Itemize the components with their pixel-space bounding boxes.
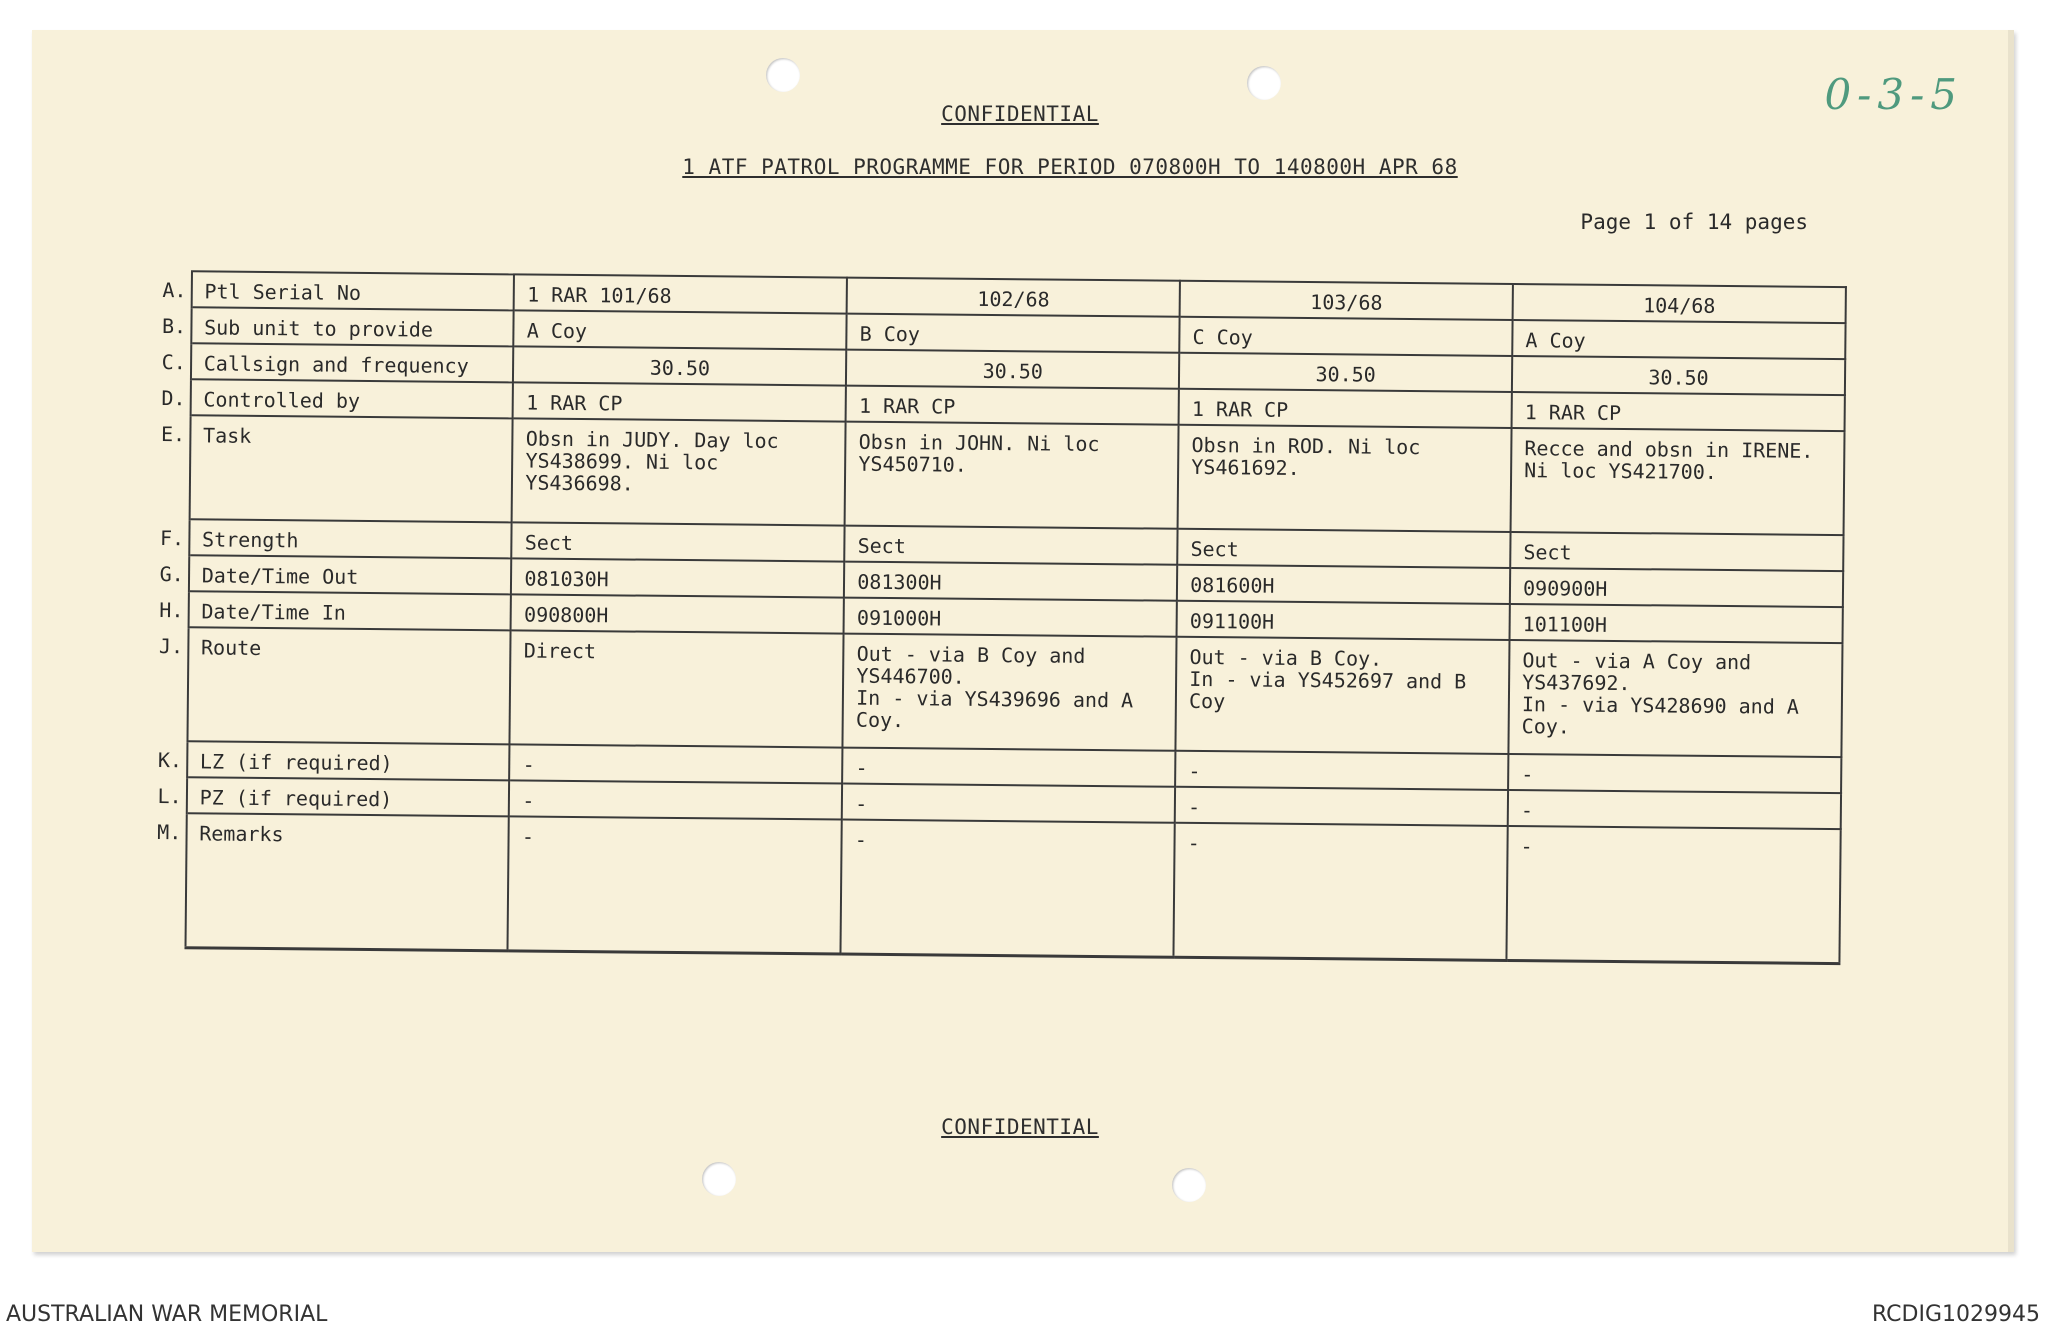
time-out-cell: 090900H: [1510, 568, 1843, 607]
remarks-cell: -: [1174, 823, 1508, 961]
row-letter: J.: [157, 627, 188, 741]
pz-cell: -: [1175, 787, 1508, 826]
row-letter: D.: [161, 379, 191, 415]
remarks-cell: -: [1506, 826, 1840, 964]
frequency-cell: 30.50: [1179, 353, 1512, 392]
pz-cell: -: [1508, 790, 1841, 829]
patrol-serial-cell: 103/68: [1180, 281, 1513, 320]
row-letter: E.: [160, 415, 191, 519]
route-cell: Out - via A Coy and YS437692. In - via YS428690 and A Coy.: [1508, 640, 1842, 757]
controlled-by-cell: 1 RAR CP: [1512, 392, 1845, 431]
table-row: [157, 627, 1842, 757]
handwritten-reference: 0-3-5: [1824, 70, 1963, 119]
time-out-cell: 081600H: [1177, 565, 1510, 604]
field-label: Route: [187, 627, 511, 744]
time-in-cell: 091100H: [1177, 601, 1510, 640]
route-cell: Out - via B Coy and YS446700. In - via YS439696 and A Coy.: [843, 634, 1177, 751]
patrol-serial-cell: 104/68: [1513, 284, 1846, 323]
time-out-cell: 081300H: [844, 562, 1177, 601]
strength-cell: Sect: [1177, 529, 1510, 568]
task-cell: Obsn in ROD. Ni loc YS461692.: [1178, 425, 1512, 532]
table-row: [155, 813, 1840, 964]
field-label: Ptl Serial No: [191, 271, 514, 310]
task-cell: Recce and obsn in IRENE. Ni loc YS421700.: [1511, 428, 1845, 535]
punch-hole: [766, 58, 800, 92]
route-cell: Out - via B Coy. In - via YS452697 and B Coy: [1176, 637, 1510, 754]
time-out-cell: 081030H: [511, 558, 844, 597]
lz-cell: -: [842, 748, 1175, 787]
time-in-cell: 091000H: [844, 598, 1177, 637]
archive-item-id: RCDIG1029945: [1871, 1302, 2040, 1327]
time-in-cell: 101100H: [1510, 604, 1843, 643]
sub-unit-cell: A Coy: [514, 310, 847, 349]
patrol-serial-cell: 1 RAR 101/68: [514, 274, 847, 313]
punch-hole: [702, 1162, 736, 1196]
strength-cell: Sect: [512, 522, 845, 561]
sub-unit-cell: B Coy: [847, 314, 1180, 353]
field-label: Task: [189, 415, 513, 522]
table-row: [160, 415, 1845, 535]
row-letter: A.: [162, 271, 192, 307]
field-label: LZ (if required): [187, 741, 510, 780]
field-label: PZ (if required): [186, 777, 509, 816]
row-letter: M.: [155, 813, 186, 948]
field-label: Controlled by: [190, 379, 513, 418]
punch-hole: [1247, 66, 1281, 100]
punch-hole: [1172, 1168, 1206, 1202]
pz-cell: -: [842, 784, 1175, 823]
row-letter: G.: [159, 555, 189, 591]
row-letter: B.: [161, 307, 191, 343]
task-cell: Obsn in JUDY. Day loc YS438699. Ni loc YS436698.: [512, 418, 846, 525]
field-label: Date/Time Out: [189, 555, 512, 594]
frequency-cell: 30.50: [1512, 356, 1845, 395]
classification-marking-bottom: CONFIDENTIAL: [941, 1115, 1099, 1139]
route-cell: Direct: [510, 630, 844, 747]
controlled-by-cell: 1 RAR CP: [1179, 389, 1512, 428]
pz-cell: -: [509, 780, 842, 819]
frequency-cell: 30.50: [846, 350, 1179, 389]
lz-cell: -: [510, 744, 843, 783]
row-letter: K.: [157, 741, 187, 777]
field-label: Sub unit to provide: [191, 307, 514, 346]
remarks-cell: -: [508, 816, 842, 954]
remarks-cell: -: [841, 820, 1175, 958]
row-letter: L.: [157, 777, 187, 813]
time-in-cell: 090800H: [511, 594, 844, 633]
field-label: Strength: [189, 519, 512, 558]
row-letter: F.: [159, 519, 189, 555]
lz-cell: -: [1508, 754, 1841, 793]
patrol-serial-cell: 102/68: [847, 278, 1180, 317]
strength-cell: Sect: [1510, 532, 1843, 571]
frequency-cell: 30.50: [513, 346, 846, 385]
sub-unit-cell: A Coy: [1512, 320, 1845, 359]
row-letter: H.: [159, 591, 189, 627]
document-title: 1 ATF PATROL PROGRAMME FOR PERIOD 070800H TO 140800H APR 68: [682, 155, 1458, 179]
controlled-by-cell: 1 RAR CP: [513, 382, 846, 421]
row-letter: C.: [161, 343, 191, 379]
page-number: Page 1 of 14 pages: [1580, 210, 1808, 234]
controlled-by-cell: 1 RAR CP: [846, 386, 1179, 425]
task-cell: Obsn in JOHN. Ni loc YS450710.: [845, 422, 1179, 529]
document-page: [32, 30, 2014, 1252]
archive-credit: AUSTRALIAN WAR MEMORIAL: [6, 1302, 328, 1327]
field-label: Date/Time In: [188, 591, 511, 630]
field-label: Callsign and frequency: [191, 343, 514, 382]
patrol-programme-table: [155, 270, 1846, 965]
sub-unit-cell: C Coy: [1179, 317, 1512, 356]
classification-marking-top: CONFIDENTIAL: [941, 102, 1099, 126]
field-label: Remarks: [185, 813, 509, 951]
strength-cell: Sect: [845, 526, 1178, 565]
lz-cell: -: [1175, 751, 1508, 790]
